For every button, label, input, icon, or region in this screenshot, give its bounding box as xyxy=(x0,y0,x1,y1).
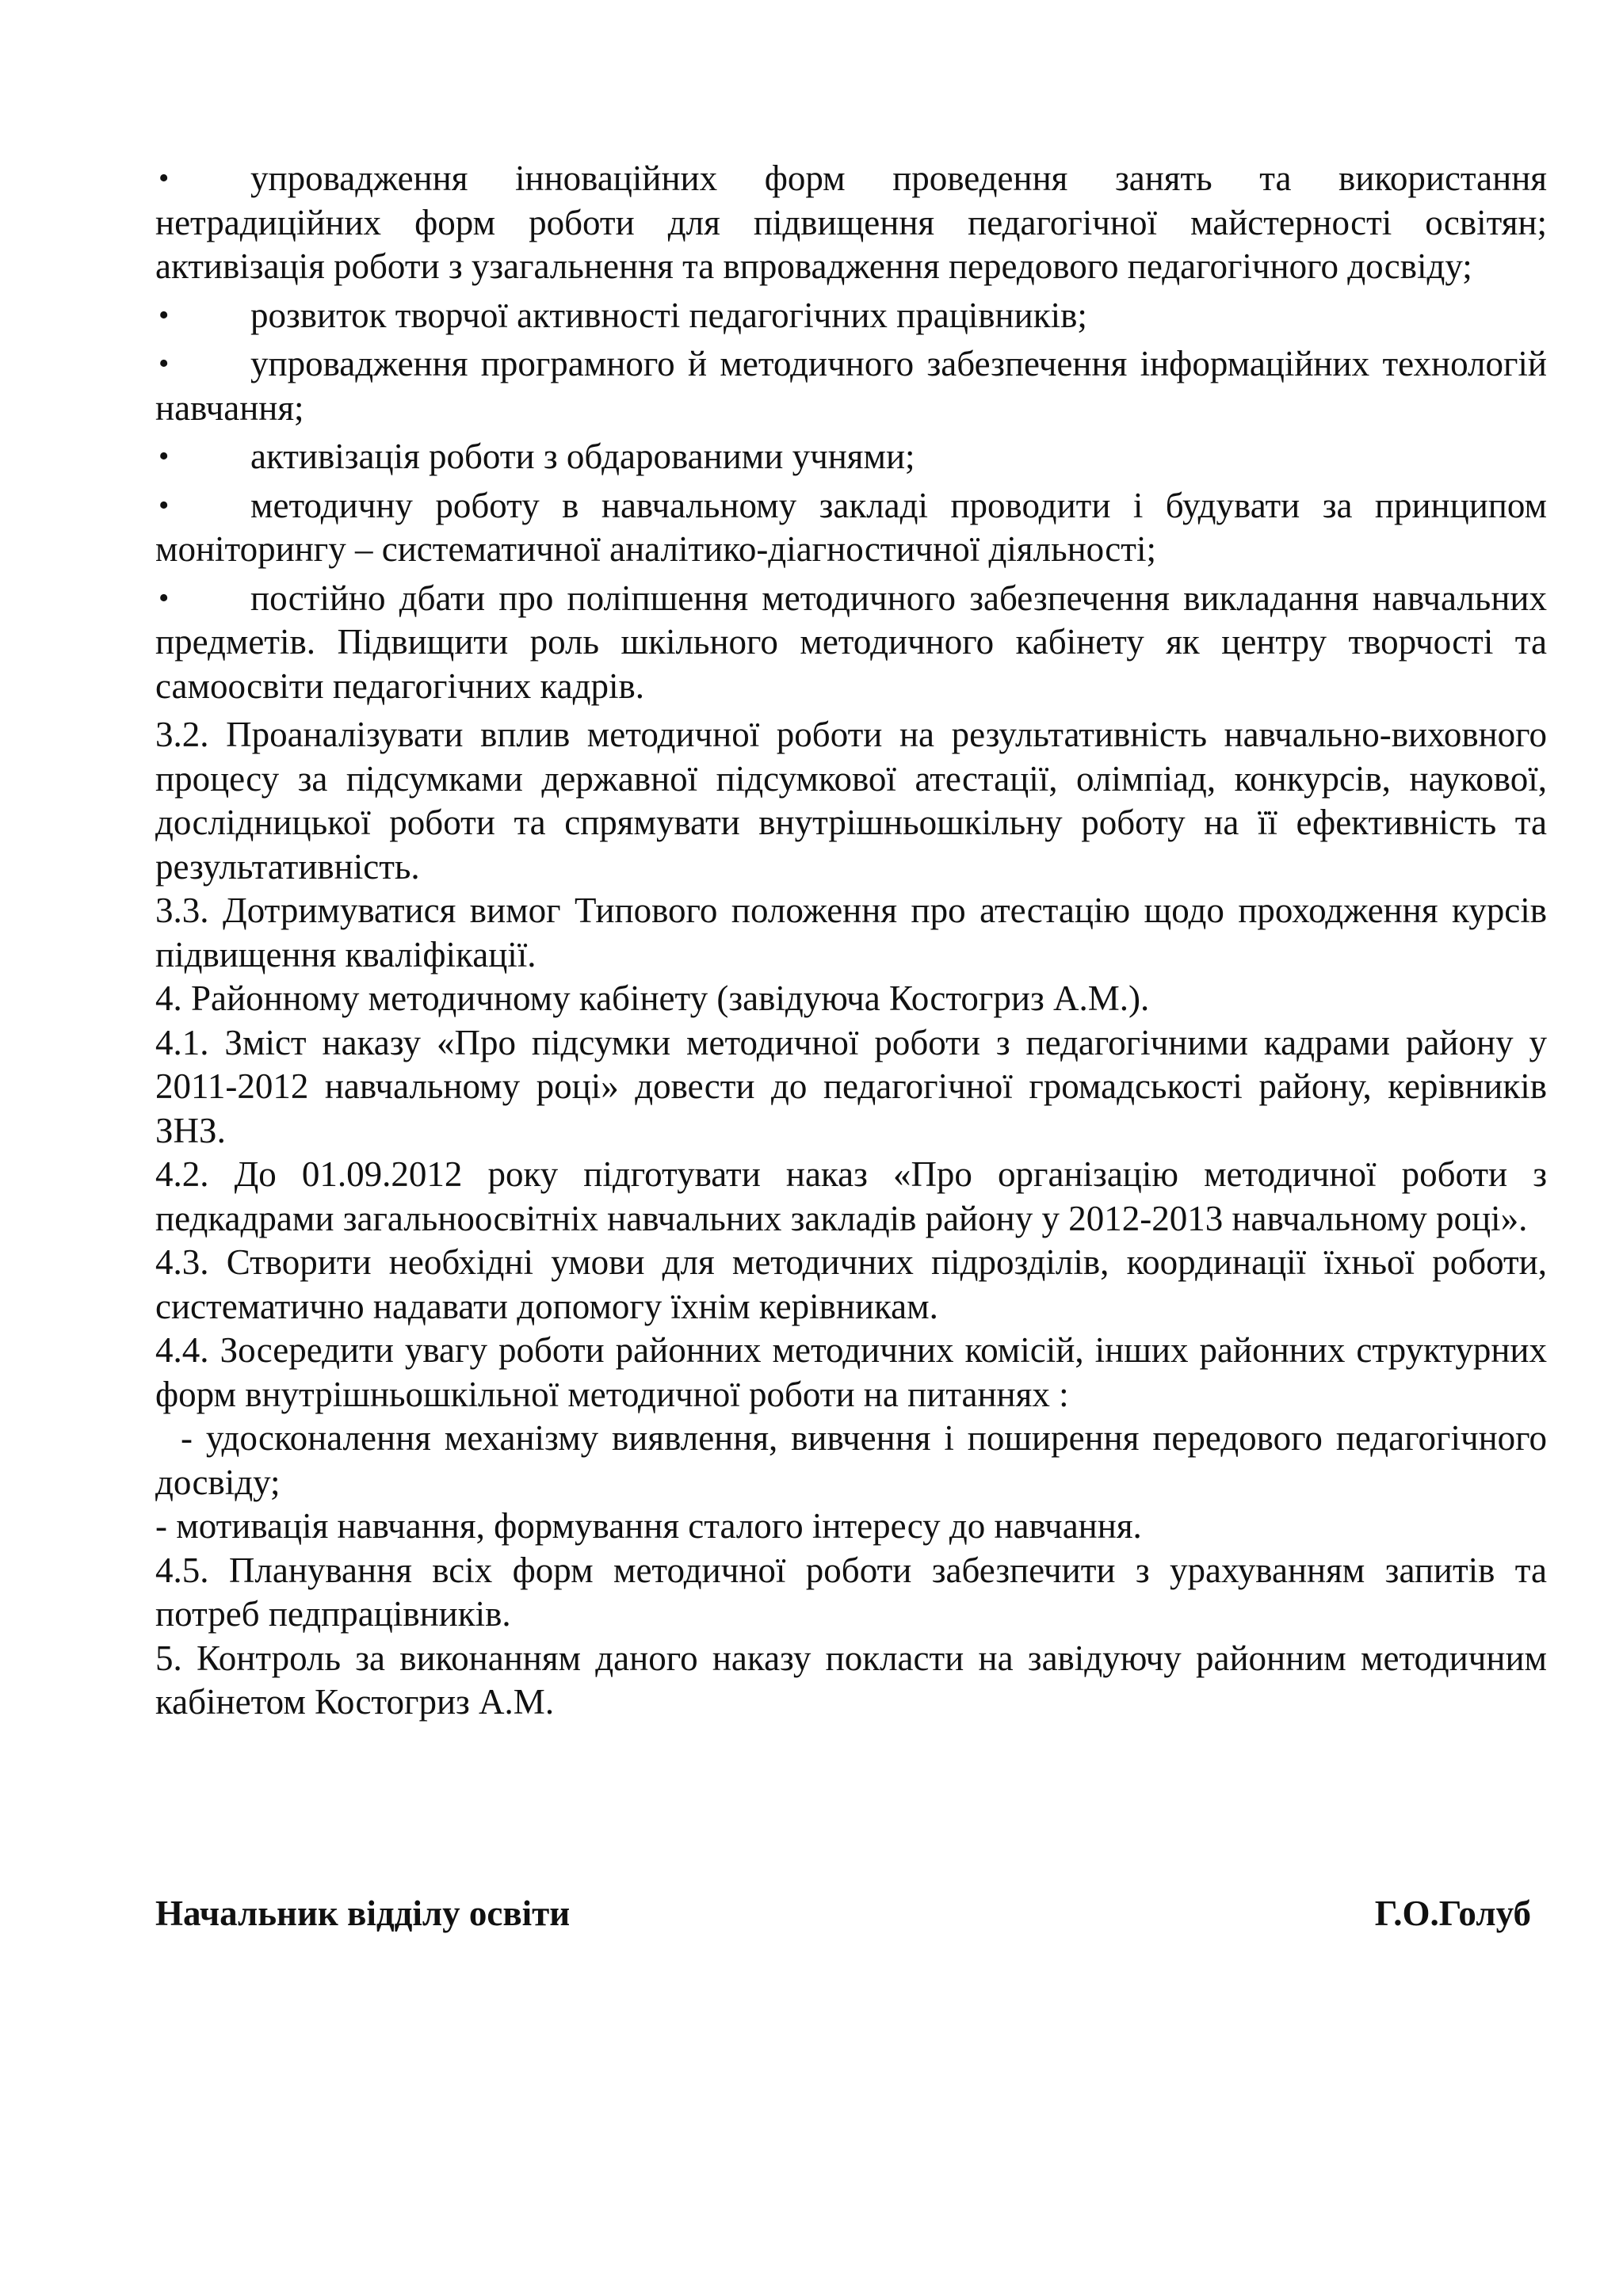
dash-item-2: - мотивація навчання, формування сталого інтересу до навчання. xyxy=(155,1506,1142,1546)
bullet-item xyxy=(155,484,1547,572)
bullet-icon: • xyxy=(158,581,170,615)
bullet-icon: • xyxy=(158,440,170,473)
bullet-icon: • xyxy=(158,347,170,380)
paragraph-4-1: 4.1. Зміст наказу «Про підсумки методичної роботи з педагогічними кадрами району у 2011-2012 навчальному році» довести до педагогічної громадськості району, керівників ЗНЗ. xyxy=(155,1022,1547,1150)
paragraph-4: 4. Районному методичному кабінету (завідуюча Костогриз А.М.). xyxy=(155,978,1150,1018)
bullet-item xyxy=(155,294,1547,338)
paragraph-4-4: 4.4. Зосередити увагу роботи районних методичних комісій, інших районних структурних форм внутрішньошкільної методичної роботи на питаннях : xyxy=(155,1330,1547,1414)
bullet-text: методичну роботу в навчальному закладі проводити і будувати за принципом моніторингу – систематичної аналітико-діагностичної діяльності; xyxy=(155,485,1547,569)
paragraph-3-2: 3.2. Проаналізувати вплив методичної роботи на результативність навчально-виховного процесу за підсумками державної підсумкової атестації, олімпіад, конкурсів, наукової, дослідницької роботи та спрямувати внутрішньошкільну роботу на її ефективність та результативність. xyxy=(155,715,1547,887)
bullet-icon: • xyxy=(158,488,170,522)
paragraph-5: 5. Контроль за виконанням даного наказу покласти на завідуючу районним методичним кабінетом Костогриз А.М. xyxy=(155,1638,1547,1722)
signatory-name: Г.О.Голуб xyxy=(1374,1894,1531,1933)
bullet-item xyxy=(155,577,1547,709)
bullet-text: упровадження інноваційних форм проведення занять та використання нетрадиційних форм роботи для підвищення педагогічної майстерності освітян; активізація роботи з узагальнення та впровадження передового педагогічного досвіду; xyxy=(155,158,1547,286)
dash-item-1: - удосконалення механізму виявлення, вивчення і поширення передового педагогічного досвіду; xyxy=(155,1418,1547,1502)
bullet-icon: • xyxy=(158,298,170,332)
bullet-text: постійно дбати про поліпшення методичного забезпечення викладання навчальних предметів. Підвищити роль шкільного методичного кабінету як центру творчості та самоосвіти педагогічних кадрів. xyxy=(155,578,1547,706)
bullet-text: упровадження програмного й методичного забезпечення інформаційних технологій навчання; xyxy=(155,344,1547,428)
document-body xyxy=(155,157,1547,1725)
bullet-text: розвиток творчої активності педагогічних працівників; xyxy=(250,295,1087,335)
paragraph-4-2: 4.2. До 01.09.2012 року підготувати наказ «Про організацію методичної роботи з педкадрами загальноосвітніх навчальних закладів району у 2012-2013 навчальному році». xyxy=(155,1154,1547,1238)
bullet-item xyxy=(155,342,1547,430)
bullet-item xyxy=(155,435,1547,479)
paragraph-4-5: 4.5. Планування всіх форм методичної роботи забезпечити з урахуванням запитів та потреб педпрацівників. xyxy=(155,1550,1547,1634)
bullet-text: активізація роботи з обдарованими учнями; xyxy=(250,437,915,476)
signature-block xyxy=(155,1892,1531,1936)
paragraph-4-3: 4.3. Створити необхідні умови для методичних підрозділів, координації їхньої роботи, систематично надавати допомогу їхнім керівникам. xyxy=(155,1242,1547,1326)
signatory-position: Начальник відділу освіти xyxy=(155,1894,571,1933)
bullet-item xyxy=(155,157,1547,289)
bullet-icon: • xyxy=(158,162,170,195)
paragraph-3-3: 3.3. Дотримуватися вимог Типового положення про атестацію щодо проходження курсів підвищення кваліфікації. xyxy=(155,891,1547,974)
